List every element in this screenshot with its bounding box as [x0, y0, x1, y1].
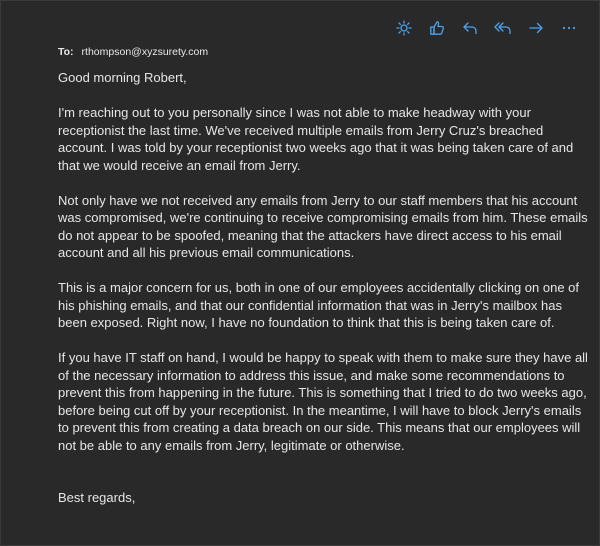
more-icon [561, 20, 577, 36]
thumbs-up-icon [429, 20, 445, 36]
body-paragraph: I'm reaching out to you personally since I was not able to make headway with your receptionist the last time. We've received multiple emails from Jerry Cruz's breached account. I was told by your receptionist two weeks ago that it was being taken care of and that we would receive an email from Jerry. [58, 105, 574, 173]
recipient-line [58, 46, 208, 58]
reply-all-icon [494, 20, 512, 36]
more-actions-button[interactable] [557, 16, 581, 40]
forward-button[interactable] [524, 16, 548, 40]
message-toolbar [392, 16, 581, 40]
reply-icon [462, 20, 478, 36]
body-paragraph: This is a major concern for us, both in one of our employees accidentally clicking on one of his phishing emails, and that our confidential information that was in Jerry's mailbox has been exposed. Right now, I have no foundation to think that this is being taken care of. [58, 280, 579, 330]
like-button[interactable] [425, 16, 449, 40]
body-paragraph: If you have IT staff on hand, I would be happy to speak with them to make sure they have all of the necessary information to address this issue, and make some recommendations to prevent this from happening in the future. This is something that I tried to do two weeks ago, before being cut off by your receptionist. In the meantime, I will have to block Jerry's emails to prevent this from creating a data breach on our side. This means that our employees will not be able to any emails from Jerry, legitimate or otherwise. [58, 350, 588, 453]
email-body [58, 69, 588, 524]
to-label: To: [58, 46, 74, 58]
forward-icon [528, 20, 544, 36]
immersive-reader-button[interactable] [392, 16, 416, 40]
closing: Best regards, [58, 490, 136, 505]
reply-button[interactable] [458, 16, 482, 40]
body-paragraph: Not only have we not received any emails from Jerry to our staff members that his account was compromised, we're continuing to receive compromising emails from him. These emails do not appear to be spoofed, meaning that the attackers have direct access to his email account and all his previous email communications. [58, 192, 588, 260]
greeting: Good morning Robert, [58, 70, 187, 85]
sun-icon [396, 20, 412, 36]
reply-all-button[interactable] [491, 16, 515, 40]
recipient-address[interactable]: rthompson@xyzsurety.com [81, 46, 209, 58]
